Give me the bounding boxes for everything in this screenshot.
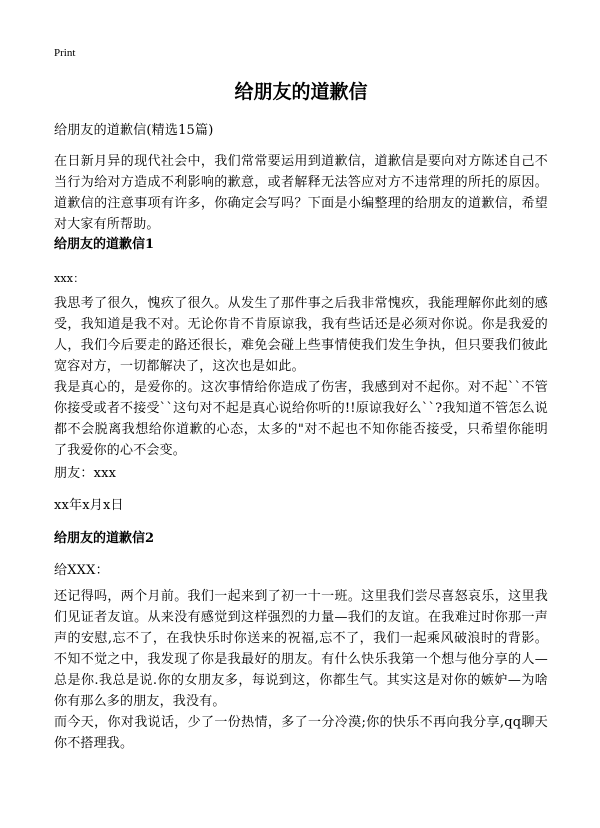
letter1-salutation: xxx： [54,272,85,285]
letter2-salutation: 给XXX： [54,563,109,578]
letter1-signoff: 朋友：xxx [54,466,117,481]
intro-paragraph: 在日新月异的现代社会中，我们常常要运用到道歉信，道歉信是要向对方陈述自己不当行为给对方造成不利影响的歉意，或者解释无法答应对方不违常理的所托的原因。道歉信的注意事项有许多，你确定会写吗？下面是小编整理的给朋友的道歉信，希望对大家有所帮助。 [54,154,548,232]
document-title: 给朋友的道歉信 [234,81,368,103]
letter2-paragraph-2: 而今天，你对我说话，少了一份热情，多了一分冷漠;你的快乐不再向我分享,qq聊天你不搭理我。 [54,715,548,751]
letter2-heading: 给朋友的道歉信2 [54,531,155,546]
letter1-heading: 给朋友的道歉信1 [54,237,155,252]
letter1-paragraph-2: 我是真心的，是爱你的。这次事情给你造成了伤害，我感到对不起你。对不起``不管你接受或者不接受``这句对不起是真心说给你听的!!原谅我好么``?我知道不管怎么说都不会脱离我想给你道歉的心态，太多的"对不起也不知你能否接受，只希望你能明了我爱你的心不会变。 [54,380,548,458]
letter1-date: xx年x月x日 [54,498,124,513]
document-subtitle: 给朋友的道歉信(精选15篇) [54,123,214,138]
print-label[interactable]: Print [54,47,76,59]
letter2-paragraph-1: 还记得吗，两个月前。我们一起来到了初一十一班。这里我们尝尽喜怒哀乐，这里我们见证者友谊。从来没有感觉到这样强烈的力量—我们的友谊。在我难过时你那一声声的安慰,忘不了，在我快乐时你送来的祝福,忘不了，我们一起乘风破浪时的背影。不知不觉之中，我发现了你是我最好的朋友。有什么快乐我第一个想与他分享的人—总是你.我总是说.你的女朋友多，每说到这，你都生气。其实这是对你的嫉妒—为啥你有那么多的朋友，我没有。 [54,589,548,709]
letter1-paragraph-1: 我思考了很久，愧疚了很久。从发生了那件事之后我非常愧疚，我能理解你此刻的感受，我知道是我不对。无论你肯不肯原谅我，我有些话还是必须对你说。你是我爱的人，我们今后要走的路还很长，难免会碰上些事情使我们发生争执，但只要我们彼此宽容对方，一切都解决了，这次也是如此。 [54,296,548,374]
